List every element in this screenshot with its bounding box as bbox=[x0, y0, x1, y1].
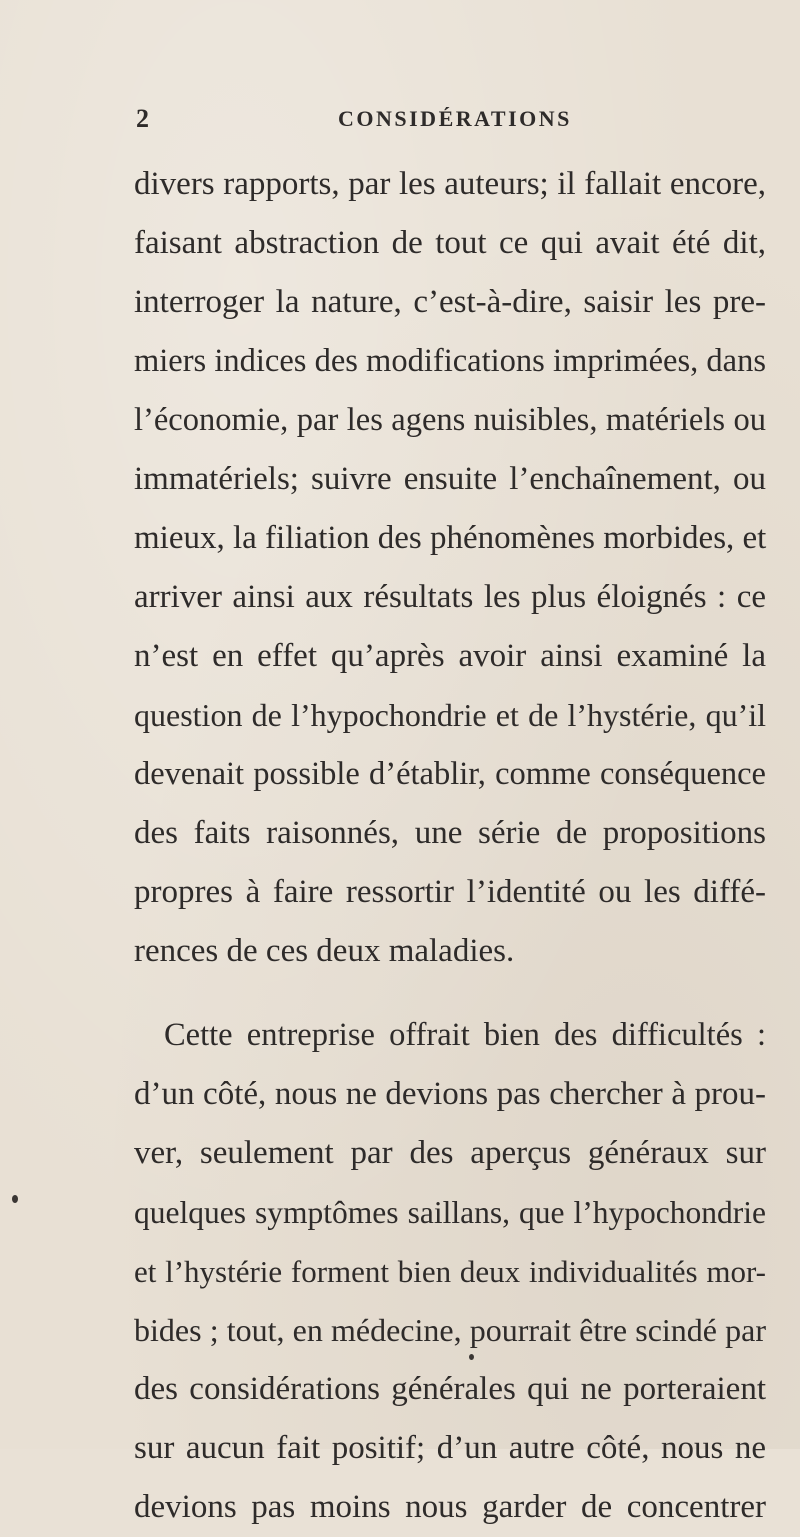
page-header bbox=[0, 104, 800, 140]
text-line: rences de ces deux maladies. bbox=[134, 933, 515, 969]
text-line: n’est en effet qu’après avoir ainsi examiné la bbox=[134, 638, 766, 674]
text-line: des considérations générales qui ne porteraient bbox=[134, 1371, 766, 1407]
text-line: l’économie, par les agens nuisibles, matériels ou bbox=[134, 402, 766, 438]
paragraph-2 bbox=[134, 1006, 766, 1537]
text-line: arriver ainsi aux résultats les plus éloignés : ce bbox=[134, 579, 766, 615]
text-line: ver, seulement par des aperçus généraux sur bbox=[134, 1135, 766, 1171]
text-line: devenait possible d’établir, comme conséquence bbox=[134, 756, 766, 792]
text-line: propres à faire ressortir l’identité ou les diffé- bbox=[134, 874, 766, 910]
body-text bbox=[134, 155, 766, 1537]
text-line: miers indices des modifications imprimées, dans bbox=[134, 343, 766, 379]
text-line: devions pas moins nous garder de concentrer bbox=[134, 1489, 766, 1525]
page-number: 2 bbox=[136, 104, 150, 133]
text-line: interroger la nature, c’est-à-dire, saisir les pre- bbox=[134, 284, 766, 320]
text-line: question de l’hypochondrie et de l’hystérie, qu’il bbox=[134, 697, 766, 733]
paragraph-1 bbox=[134, 155, 766, 981]
ink-speck bbox=[12, 1195, 18, 1203]
text-line: faisant abstraction de tout ce qui avait été dit, bbox=[134, 225, 766, 261]
text-line: bides ; tout, en médecine, pourrait être scindé par bbox=[134, 1312, 766, 1348]
ink-speck bbox=[469, 1354, 474, 1360]
text-line: et l’hystérie forment bien deux individualités mor- bbox=[134, 1254, 766, 1289]
text-line: divers rapports, par les auteurs; il fallait encore, bbox=[134, 166, 766, 202]
text-line: d’un côté, nous ne devions pas chercher à prou- bbox=[134, 1076, 766, 1112]
text-line: sur aucun fait positif; d’un autre côté, nous ne bbox=[134, 1430, 766, 1466]
text-line: des faits raisonnés, une série de propositions bbox=[134, 815, 766, 851]
text-line: Cette entreprise offrait bien des difficultés : bbox=[164, 1017, 766, 1053]
running-head: CONSIDÉRATIONS bbox=[338, 106, 572, 131]
text-line: mieux, la filiation des phénomènes morbides, et bbox=[134, 520, 767, 556]
text-line: immatériels; suivre ensuite l’enchaînement, ou bbox=[134, 461, 766, 497]
text-line: quelques symptômes saillans, que l’hypochondrie bbox=[134, 1195, 766, 1230]
